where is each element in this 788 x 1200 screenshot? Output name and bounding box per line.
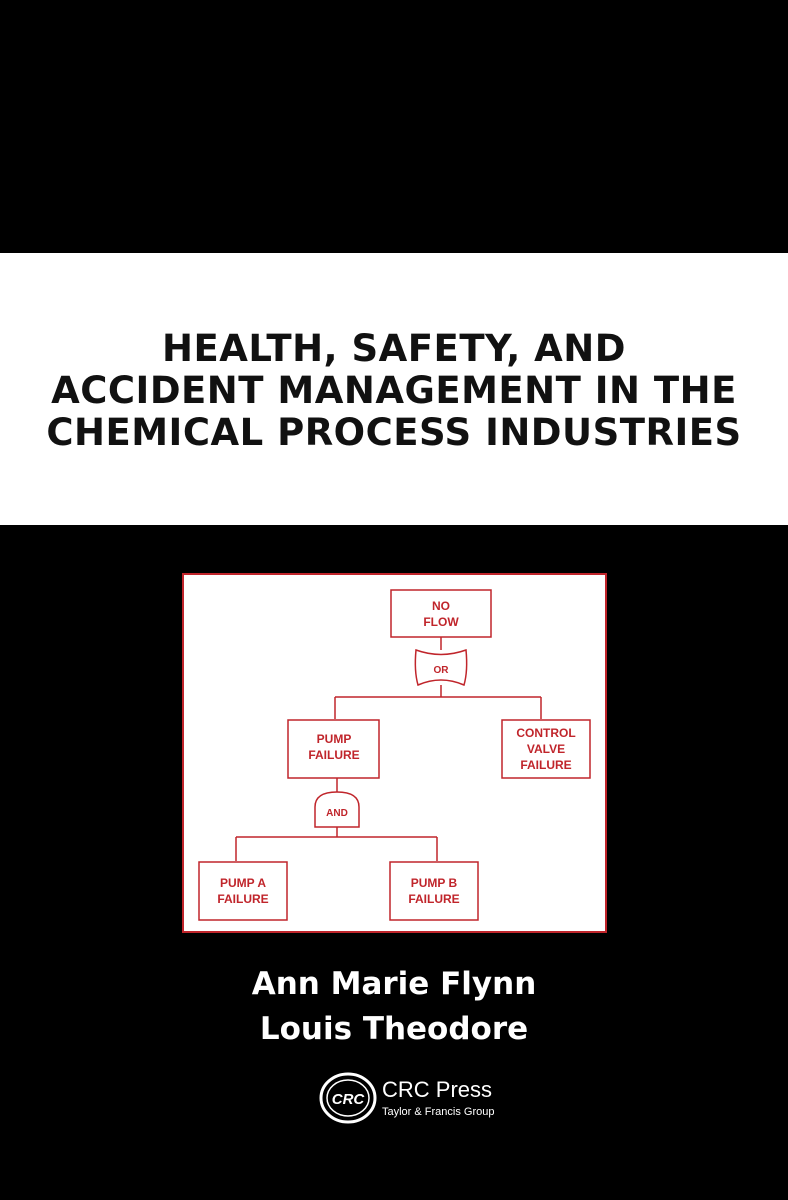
top-black-band bbox=[0, 0, 788, 253]
control-valve-label: CONTROL bbox=[516, 726, 576, 740]
publisher-subtitle: Taylor & Francis Group bbox=[382, 1106, 495, 1118]
book-title bbox=[0, 328, 788, 454]
pump-failure-label: FAILURE bbox=[308, 748, 360, 762]
top-event-label: FLOW bbox=[423, 615, 459, 629]
control-valve-label: FAILURE bbox=[520, 758, 572, 772]
pump-b-label: PUMP B bbox=[410, 876, 458, 890]
title-line: CHEMICAL PROCESS INDUSTRIES bbox=[46, 411, 742, 454]
and-gate-label: AND bbox=[326, 808, 348, 819]
crc-logo-icon bbox=[318, 1070, 378, 1126]
title-line: ACCIDENT MANAGEMENT IN THE bbox=[51, 369, 737, 412]
publisher-name: CRC Press bbox=[382, 1077, 493, 1102]
fault-tree-svg bbox=[184, 575, 605, 931]
author-name: Louis Theodore bbox=[259, 1011, 529, 1047]
title-line: HEALTH, SAFETY, AND bbox=[162, 327, 626, 370]
pump-b-label: FAILURE bbox=[408, 892, 460, 906]
pump-a-label: PUMP A bbox=[219, 876, 267, 890]
title-band bbox=[0, 253, 788, 525]
crc-logo-text: CRC bbox=[331, 1091, 365, 1108]
or-gate-label: OR bbox=[433, 665, 449, 676]
control-valve-label: VALVE bbox=[526, 742, 566, 756]
fault-tree-diagram bbox=[182, 573, 607, 933]
top-event-box bbox=[391, 590, 491, 637]
author-name: Ann Marie Flynn bbox=[251, 966, 537, 1002]
pump-failure-label: PUMP bbox=[316, 732, 352, 746]
pump-a-box bbox=[199, 862, 287, 920]
publisher-block bbox=[318, 1070, 558, 1130]
pump-b-box bbox=[390, 862, 478, 920]
pump-a-label: FAILURE bbox=[217, 892, 269, 906]
top-event-label: NO bbox=[432, 599, 450, 613]
author-list bbox=[0, 962, 788, 1052]
